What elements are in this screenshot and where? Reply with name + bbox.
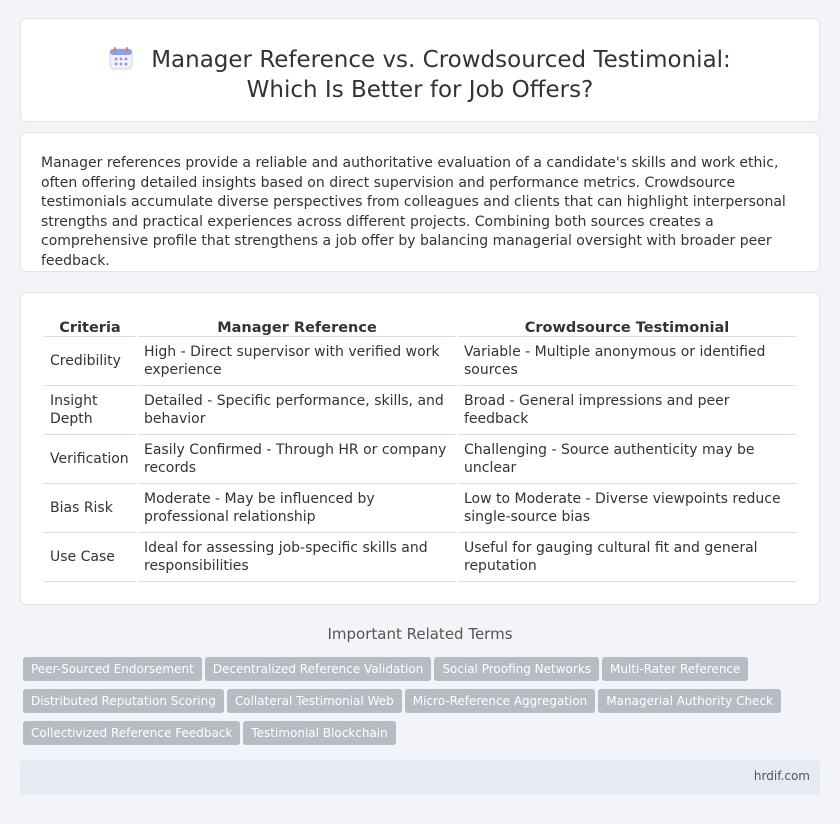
related-term-tag[interactable]: Managerial Authority Check	[598, 689, 781, 713]
criteria-cell: Verification	[44, 435, 136, 484]
related-term-tag[interactable]: Distributed Reputation Scoring	[23, 689, 224, 713]
table-row	[44, 386, 796, 435]
header-crowdsource-testimonial: Crowdsource Testimonial	[458, 315, 796, 337]
criteria-cell: Use Case	[44, 533, 136, 582]
header-criteria: Criteria	[44, 315, 136, 337]
table-row	[44, 337, 796, 386]
related-terms-list	[23, 657, 803, 753]
crowdsource-cell: Challenging - Source authenticity may be unclear	[458, 435, 796, 484]
page-title: Manager Reference vs. Crowdsourced Testimonial: Which Is Better for Job Offers?	[151, 47, 731, 103]
criteria-cell: Bias Risk	[44, 484, 136, 533]
manager-cell: Moderate - May be influenced by professional relationship	[138, 484, 456, 533]
intro-card	[20, 132, 820, 272]
related-terms-heading: Important Related Terms	[327, 625, 513, 643]
header-manager-reference: Manager Reference	[138, 315, 456, 337]
related-term-tag[interactable]: Peer-Sourced Endorsement	[23, 657, 202, 681]
related-term-tag[interactable]: Decentralized Reference Validation	[205, 657, 431, 681]
related-term-tag[interactable]: Micro-Reference Aggregation	[405, 689, 596, 713]
comparison-card	[20, 292, 820, 605]
crowdsource-cell: Low to Moderate - Diverse viewpoints reduce single-source bias	[458, 484, 796, 533]
intro-paragraph: Manager references provide a reliable and authoritative evaluation of a candidate's skills and work ethic, often offering detailed insights based on direct supervision and performance metrics. Crowdsource testimonials accumulate diverse perspectives from colleagues and clients that can highlight interpersonal strengths and practical experiences across different projects. Combining both sources creates a comprehensive profile that strengthens a job offer by balancing managerial oversight with broader peer feedback.	[41, 155, 786, 269]
crowdsource-cell: Broad - General impressions and peer feedback	[458, 386, 796, 435]
related-term-tag[interactable]: Collateral Testimonial Web	[227, 689, 402, 713]
manager-cell: Easily Confirmed - Through HR or company records	[138, 435, 456, 484]
crowdsource-cell: Variable - Multiple anonymous or identified sources	[458, 337, 796, 386]
page-title-wrap	[21, 45, 819, 105]
table-row	[44, 435, 796, 484]
table-row	[44, 484, 796, 533]
title-card	[20, 18, 820, 122]
manager-cell: High - Direct supervisor with verified work experience	[138, 337, 456, 386]
related-term-tag[interactable]: Collectivized Reference Feedback	[23, 721, 240, 745]
footer-bar	[20, 760, 820, 794]
comparison-table	[42, 315, 798, 582]
manager-cell: Detailed - Specific performance, skills, and behavior	[138, 386, 456, 435]
related-term-tag[interactable]: Testimonial Blockchain	[243, 721, 395, 745]
crowdsource-cell: Useful for gauging cultural fit and general reputation	[458, 533, 796, 582]
calendar-icon	[109, 46, 133, 70]
table-header-row	[44, 315, 796, 337]
criteria-cell: Insight Depth	[44, 386, 136, 435]
related-term-tag[interactable]: Social Proofing Networks	[434, 657, 599, 681]
criteria-cell: Credibility	[44, 337, 136, 386]
footer-site-link[interactable]: hrdif.com	[753, 769, 810, 783]
related-term-tag[interactable]: Multi-Rater Reference	[602, 657, 748, 681]
manager-cell: Ideal for assessing job-specific skills and responsibilities	[138, 533, 456, 582]
table-row	[44, 533, 796, 582]
